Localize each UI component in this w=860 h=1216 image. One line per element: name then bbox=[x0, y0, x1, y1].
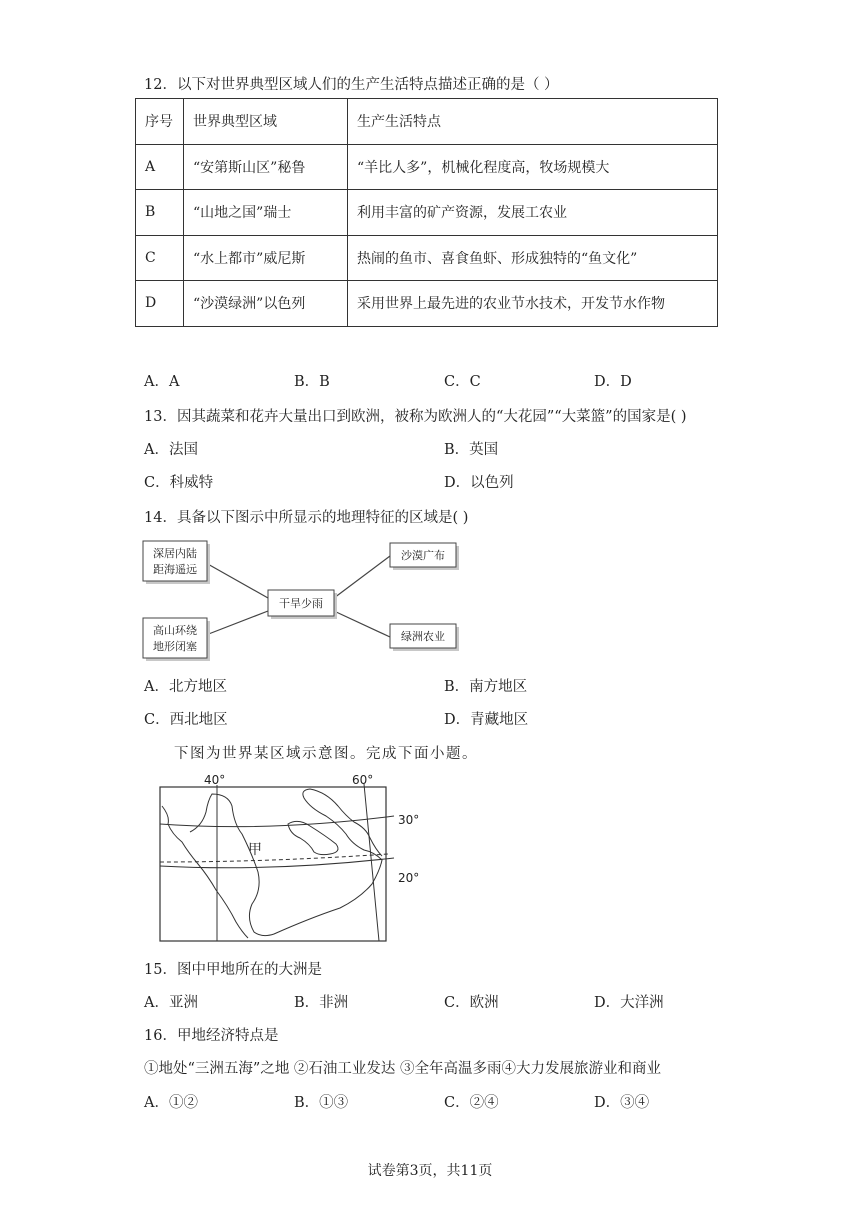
q15-option-d[interactable]: D．大洋洲 bbox=[594, 995, 664, 1011]
connector-line bbox=[334, 611, 390, 637]
table-cell: C bbox=[136, 235, 184, 281]
box-oasis-label: 绿洲农业 bbox=[401, 630, 445, 643]
causal-diagram bbox=[140, 535, 465, 663]
tropic-line bbox=[160, 854, 388, 862]
q13-option-a[interactable]: A．法国 bbox=[144, 442, 198, 458]
box-arid-label: 干旱少雨 bbox=[279, 597, 323, 610]
parallel-20 bbox=[160, 858, 394, 868]
label-lon-60: 60° bbox=[352, 773, 374, 787]
table-row bbox=[136, 190, 718, 236]
connector-line bbox=[206, 563, 268, 598]
page-footer: 试卷第3页，共11页 bbox=[367, 1163, 493, 1179]
box-inland bbox=[143, 541, 210, 584]
q16-option-d[interactable]: D．③④ bbox=[594, 1095, 650, 1111]
region-map bbox=[150, 772, 440, 944]
q13-option-d[interactable]: D．以色列 bbox=[444, 475, 514, 491]
meridian-60 bbox=[364, 784, 379, 941]
q13-option-c[interactable]: C．科威特 bbox=[144, 475, 214, 491]
table-row bbox=[136, 144, 718, 190]
q16-option-b[interactable]: B．①③ bbox=[294, 1095, 349, 1111]
table-header-row bbox=[136, 99, 718, 145]
q13-option-b[interactable]: B．英国 bbox=[444, 442, 499, 458]
q14-option-b[interactable]: B．南方地区 bbox=[444, 679, 528, 695]
q12-option-d[interactable]: D．D bbox=[594, 374, 632, 390]
q15-stem: 15．图中甲地所在的大洲是 bbox=[144, 962, 322, 978]
q16-option-a[interactable]: A．①② bbox=[144, 1095, 198, 1111]
table-cell: “安第斯山区”秘鲁 bbox=[184, 144, 348, 190]
table-cell: B bbox=[136, 190, 184, 236]
q15-option-c[interactable]: C．欧洲 bbox=[444, 995, 499, 1011]
region-table bbox=[135, 98, 718, 327]
box-inland-line1: 深居内陆 bbox=[153, 547, 197, 560]
connector-line bbox=[206, 611, 268, 635]
box-desert-label: 沙漠广布 bbox=[401, 549, 445, 562]
table-cell: A bbox=[136, 144, 184, 190]
label-lat-20: 20° bbox=[398, 871, 420, 885]
q15-option-b[interactable]: B．非洲 bbox=[294, 995, 349, 1011]
table-header-cell: 序号 bbox=[136, 99, 184, 145]
box-mountains bbox=[143, 618, 210, 661]
q16-statements: ①地处“三洲五海”之地 ②石油工业发达 ③全年高温多雨④大力发展旅游业和商业 bbox=[144, 1061, 662, 1077]
label-place-jia: 甲 bbox=[248, 842, 262, 858]
q12-stem: 12．以下对世界典型区域人们的生产生活特点描述正确的是（ ） bbox=[144, 77, 559, 93]
box-oasis bbox=[390, 624, 459, 651]
box-mountains-line1: 高山环绕 bbox=[153, 624, 197, 637]
table-cell: “沙漠绿洲”以色列 bbox=[184, 281, 348, 327]
q14-option-c[interactable]: C．西北地区 bbox=[144, 712, 228, 728]
q14-option-a[interactable]: A．北方地区 bbox=[144, 679, 227, 695]
box-inland-line2: 距海遥远 bbox=[153, 563, 197, 576]
q13-stem: 13．因其蔬菜和花卉大量出口到欧洲，被称为欧洲人的“大花园”“大菜篮”的国家是( ) bbox=[144, 409, 687, 425]
map-frame bbox=[160, 787, 386, 941]
label-lon-40: 40° bbox=[204, 773, 226, 787]
q14-stem: 14．具备以下图示中所显示的地理特征的区域是( ) bbox=[144, 510, 469, 526]
table-cell: “水上都市”威尼斯 bbox=[184, 235, 348, 281]
q14-option-d[interactable]: D．青藏地区 bbox=[444, 712, 529, 728]
table-cell: 利用丰富的矿产资源，发展工农业 bbox=[348, 190, 718, 236]
table-cell: D bbox=[136, 281, 184, 327]
table-header-cell: 世界典型区域 bbox=[184, 99, 348, 145]
table-cell: “羊比人多”，机械化程度高，牧场规模大 bbox=[348, 144, 718, 190]
table-cell: 热闹的鱼市、喜食鱼虾、形成独特的“鱼文化” bbox=[348, 235, 718, 281]
q12-option-b[interactable]: B．B bbox=[294, 374, 330, 390]
box-arid bbox=[268, 590, 337, 619]
q15-option-a[interactable]: A．亚洲 bbox=[144, 995, 198, 1011]
connector-line bbox=[334, 556, 390, 598]
gulf-outline bbox=[288, 821, 338, 854]
table-cell: 采用世界上最先进的农业节水技术，开发节水作物 bbox=[348, 281, 718, 327]
map-intro: 下图为世界某区域示意图。完成下面小题。 bbox=[174, 746, 478, 762]
table-row bbox=[136, 281, 718, 327]
table-header-cell: 生产生活特点 bbox=[348, 99, 718, 145]
q16-stem: 16．甲地经济特点是 bbox=[144, 1028, 279, 1044]
box-mountains-line2: 地形闭塞 bbox=[153, 640, 197, 653]
table-cell: “山地之国”瑞士 bbox=[184, 190, 348, 236]
q12-option-c[interactable]: C．C bbox=[444, 374, 481, 390]
table-row bbox=[136, 235, 718, 281]
q12-option-a[interactable]: A．A bbox=[144, 374, 180, 390]
box-desert bbox=[390, 543, 459, 570]
q16-option-c[interactable]: C．②④ bbox=[444, 1095, 499, 1111]
label-lat-30: 30° bbox=[398, 813, 420, 827]
